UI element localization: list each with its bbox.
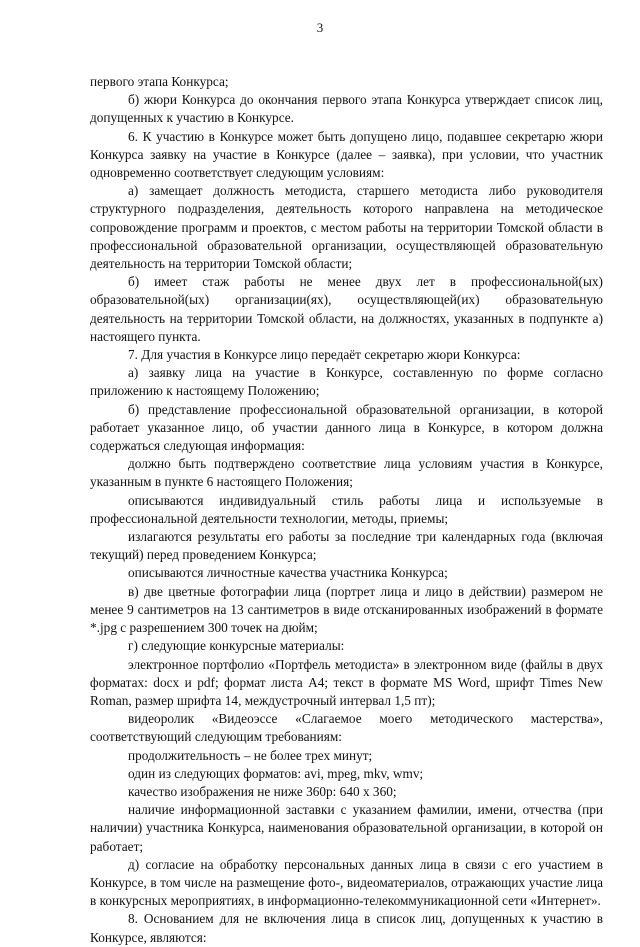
paragraph-7g-video: видеоролик «Видеоэссе «Слагаемое моего методического мастерства», соответствующий следующим требованиям: xyxy=(90,711,603,745)
page-number: 3 xyxy=(316,20,324,35)
paragraph-6a: а) замещает должность методиста, старшего методиста либо руководителя структурного подразделения, деятельность которого направлена на методическое сопровождение программ и проектов, с местом работы на территории Томской области в профессиональной образовательной организации, осуществляющей образовательную деятельность на территории Томской области; xyxy=(90,183,603,272)
paragraph-7g-video-duration: продолжительность – не более трех минут; xyxy=(128,747,373,763)
paragraph-6b: б) имеет стаж работы не менее двух лет в профессиональной(ых) образовательной(ых) организации(ях), осуществляющей(их) образовательную деятельность на территории Томской области, на должностях, указанных в подпункте а) настоящего пункта. xyxy=(90,274,603,344)
paragraph-7g-video-formats: один из следующих форматов: avi, mpeg, mkv, wmv; xyxy=(128,765,424,781)
paragraph-7g-video-title: наличие информационной заставки с указанием фамилии, имени, отчества (при наличии) участника Конкурса, наименования образовательной организации, в которой он работает; xyxy=(90,802,603,854)
paragraph-7g: г) следующие конкурсные материалы: xyxy=(128,638,345,654)
paragraph-7g-video-quality: качество изображения не ниже 360р: 640 х 360; xyxy=(128,783,397,799)
paragraph-7b-item-3: излагаются результаты его работы за последние три календарных года (включая текущий) перед проведением Конкурса; xyxy=(90,529,603,563)
paragraph-7b-item-1: должно быть подтверждено соответствие лица условиям участия в Конкурсе, указанным в пункте 6 настоящего Положения; xyxy=(90,456,603,490)
paragraph-7b-item-4: описываются личностные качества участника Конкурса; xyxy=(128,565,448,581)
paragraph-7d: д) согласие на обработку персональных данных лица в связи с его участием в Конкурсе, в том числе на размещение фото-, видеоматериалов, отражающих участие лица в конкурсных мероприятиях, в информационно-телекоммуникационной сети «Интернет». xyxy=(90,856,603,909)
paragraph-5b: б) жюри Конкурса до окончания первого этапа Конкурса утверждает список лиц, допущенных к участию в Конкурсе. xyxy=(90,92,603,126)
paragraph-7g-portfolio: электронное портфолио «Портфель методиста» в электронном виде (файлы в двух форматах: docx и pdf; формат листа А4; текст в формате MS Word, шрифт Times New Roman, размер шрифта 14, междустрочный интервал 1,5 пт); xyxy=(90,656,603,708)
paragraph-8: 8. Основанием для не включения лица в список лиц, допущенных к участию в Конкурсе, являются: xyxy=(90,911,603,945)
document-body xyxy=(90,73,603,947)
paragraph-7: 7. Для участия в Конкурсе лицо передаёт секретарю жюри Конкурса: xyxy=(128,347,521,363)
paragraph-stage-continuation: первого этапа Конкурса; xyxy=(90,74,229,89)
paragraph-7b-item-2: описываются индивидуальный стиль работы лица и используемые в профессиональной деятельности технологии, методы, приемы; xyxy=(90,492,603,526)
paragraph-7b: б) представление профессиональной образовательной организации, в которой работает указанное лицо, об участии данного лица в Конкурсе, в котором должна содержаться следующая информация: xyxy=(90,401,603,454)
paragraph-6: 6. К участию в Конкурсе может быть допущено лицо, подавшее секретарю жюри Конкурса заявку на участие в Конкурсе (далее – заявка), при условии, что участник одновременно соответствует следующим условиям: xyxy=(90,128,603,181)
paragraph-7a: а) заявку лица на участие в Конкурсе, составленную по форме согласно приложению к настоящему Положению; xyxy=(90,365,603,399)
paragraph-7v: в) две цветные фотографии лица (портрет лица и лицо в действии) размером не менее 9 сантиметров на 13 сантиметров в виде отсканированных изображений в формате *.jpg с разрешением 300 точек на дюйм; xyxy=(90,583,603,636)
